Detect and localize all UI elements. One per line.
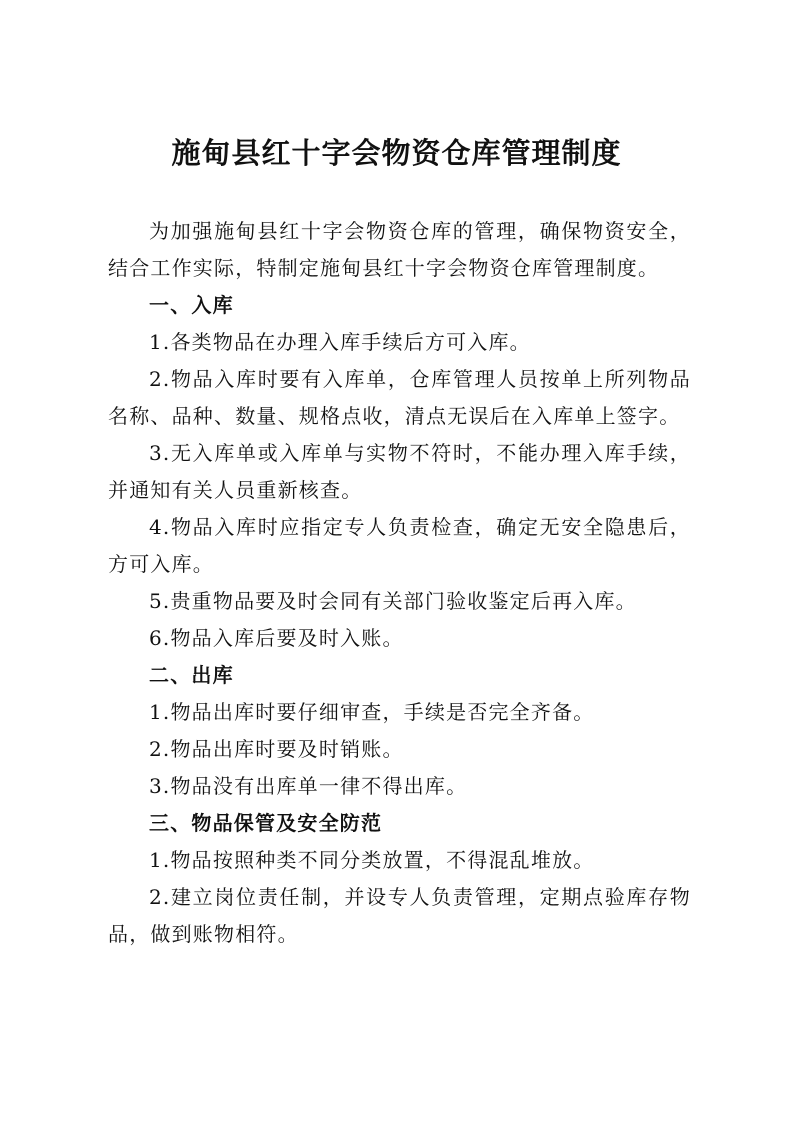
outbound-rule-3: 3.物品没有出库单一律不得出库。 (149, 774, 468, 798)
inbound-rule-3: 3.无入库单或入库单与实物不符时，不能办理入库手续，并通知有关人员重新核查。 (108, 441, 691, 502)
storage-rule-1: 1.物品按照种类不同分类放置，不得混乱堆放。 (149, 848, 595, 872)
inbound-rule-4: 4.物品入库时应指定专人负责检查，确定无安全隐患后，方可入库。 (108, 515, 691, 576)
inbound-rule-5: 5.贵重物品要及时会同有关部门验收鉴定后再入库。 (149, 589, 637, 613)
inbound-rule-2: 2.物品入库时要有入库单，仓库管理人员按单上所列物品名称、品种、数量、规格点收，清点无误后在入库单上签字。 (108, 367, 691, 428)
inbound-rule-1: 1.各类物品在办理入库手续后方可入库。 (149, 330, 531, 354)
section-heading-outbound: 二、出库 (149, 663, 234, 687)
section-heading-inbound: 一、入库 (149, 293, 234, 317)
document-title: 施甸县红十字会物资仓库管理制度 (171, 136, 622, 170)
intro-paragraph: 为加强施甸县红十字会物资仓库的管理，确保物资安全，结合工作实际，特制定施甸县红十字会物资仓库管理制度。 (108, 219, 691, 280)
inbound-rule-6: 6.物品入库后要及时入账。 (149, 626, 404, 650)
section-heading-storage-safety: 三、物品保管及安全防范 (149, 811, 383, 835)
document-body (108, 213, 691, 953)
outbound-rule-2: 2.物品出库时要及时销账。 (149, 737, 404, 761)
storage-rule-2: 2.建立岗位责任制，并设专人负责管理，定期点验库存物品，做到账物相符。 (108, 885, 691, 946)
outbound-rule-1: 1.物品出库时要仔细审查，手续是否完全齐备。 (149, 700, 595, 724)
